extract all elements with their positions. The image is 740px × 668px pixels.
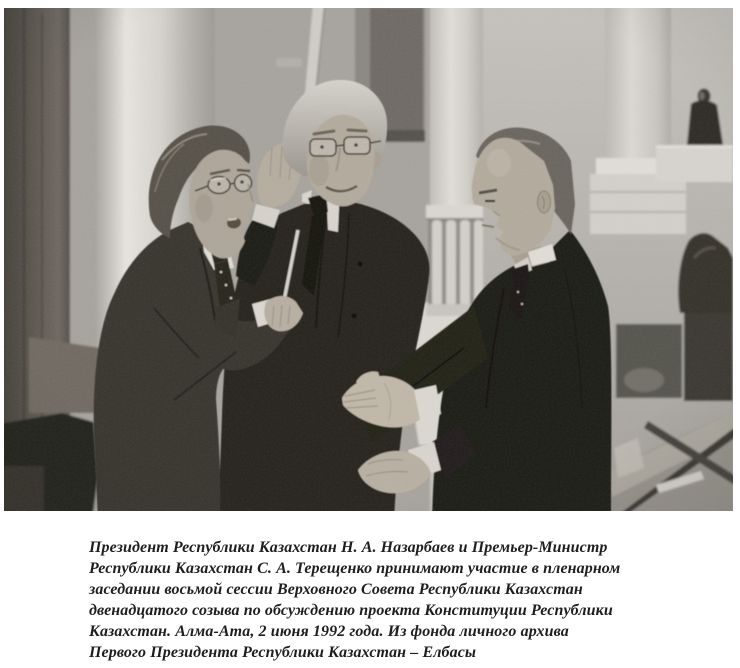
caption-line: Казахстан. Алма-Ата, 2 июня 1992 года. Из фонда личного архива — [89, 623, 569, 640]
caption-line: Президент Республики Казахстан Н. А. Назарбаев и Премьер-Министр — [89, 539, 608, 556]
film-grain — [4, 8, 733, 511]
photo-caption — [89, 537, 620, 663]
caption-line: Первого Президента Республики Казахстан – Елбасы — [89, 644, 477, 661]
caption-line: заседании восьмой сессии Верховного Совета Республики Казахстан — [89, 581, 583, 598]
caption-line: двенадцатого созыва по обсуждению проекта Конституции Республики — [89, 602, 613, 619]
archival-photograph — [4, 8, 733, 511]
caption-line: Республики Казахстан С. А. Терещенко принимают участие в пленарном — [89, 560, 621, 577]
